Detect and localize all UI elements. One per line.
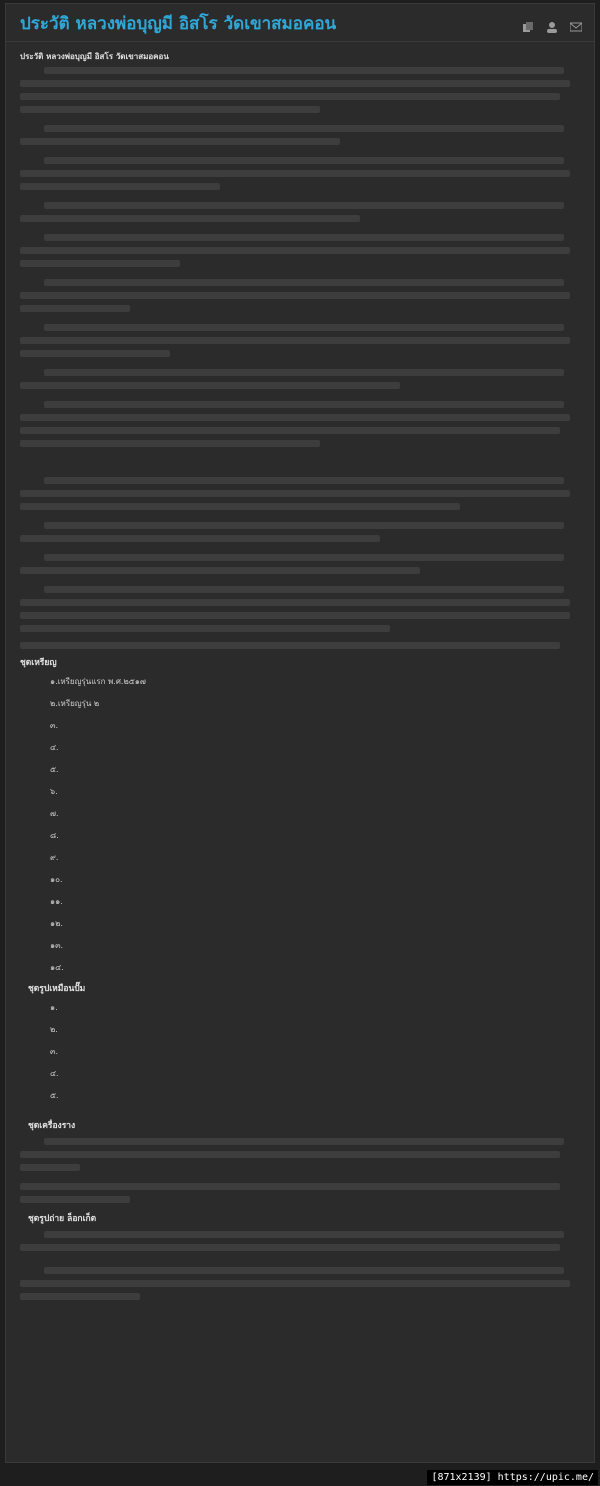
text-line [44,369,564,376]
list-item: ๘. [50,831,59,840]
article-body [6,42,594,1314]
list-item: ๔. [50,743,59,752]
text-line [20,599,570,606]
text-line [20,440,320,447]
mail-icon[interactable] [570,18,582,30]
text-line [20,337,570,344]
text-line [20,535,380,542]
article-page [5,3,595,1463]
text-line [44,1267,564,1274]
text-line [20,1280,570,1287]
text-line [20,305,130,312]
text-line [20,260,180,267]
text-line [44,1231,564,1238]
medals-list [20,675,580,974]
text-line [44,522,564,529]
text-line [20,642,560,649]
text-line [20,1293,140,1300]
text-line [20,350,170,357]
article-header [6,4,594,42]
intro-paragraphs [20,67,580,649]
list-item: ๑๔. [50,963,64,972]
text-line [44,279,564,286]
text-line [44,401,564,408]
section-heading-cast: ชุดรูปเหมือนปั๊ม [28,984,86,994]
text-line [20,1196,130,1203]
text-line [44,67,564,74]
list-item: ๙. [50,853,59,862]
user-icon[interactable] [546,18,558,30]
list-item: ๑๑. [50,897,63,906]
text-line [44,554,564,561]
text-line [44,157,564,164]
text-line [20,215,360,222]
list-item: ๖. [50,787,58,796]
text-line [44,202,564,209]
text-line [20,1183,560,1190]
image-host-watermark: [871x2139] https://upic.me/ [427,1470,598,1485]
list-item: ๓. [50,1047,59,1056]
text-line [44,1138,564,1145]
text-line [20,1151,560,1158]
list-item: ๑๒. [50,919,63,928]
text-line [20,612,570,619]
text-line [20,1164,80,1171]
text-line [20,490,570,497]
list-item: ๒.เหรียญรุ่น ๒ [50,699,100,708]
text-line [44,125,564,132]
copy-icon[interactable] [522,18,534,30]
text-line [20,80,570,87]
text-line [20,106,320,113]
text-line [20,503,460,510]
text-line [20,183,220,190]
section-heading-photo: ชุดรูปถ่าย ล็อกเก็ต [28,1214,97,1224]
list-item: ๑๓. [50,941,64,950]
text-line [44,586,564,593]
text-line [20,93,560,100]
text-line [20,625,390,632]
text-line [20,138,340,145]
list-item: ๕. [50,765,59,774]
list-item: ๑๐. [50,875,63,884]
list-item: ๔. [50,1069,59,1078]
text-line [44,324,564,331]
cast-list [20,1001,580,1102]
text-line [20,427,560,434]
header-actions [522,18,582,30]
list-item: ๑.เหรียญรุ่นแรก พ.ศ.๒๕๑๗ [50,677,146,686]
article-subtitle: ประวัติ หลวงพ่อบุญมี อิสโร วัดเขาสมอคอน [20,52,169,61]
text-line [44,477,564,484]
list-item: ๕. [50,1091,59,1100]
text-line [20,414,570,421]
text-line [44,234,564,241]
text-line [20,170,570,177]
section-heading-talisman: ชุดเครื่องราง [28,1121,76,1131]
page-title: ประวัติ หลวงพ่อบุญมี อิสโร วัดเขาสมอคอน [20,14,337,34]
section-heading-medals: ชุดเหรียญ [20,658,57,668]
text-line [20,247,570,254]
list-item: ๒. [50,1025,58,1034]
text-line [20,567,420,574]
text-line [20,1244,560,1251]
text-line [20,382,400,389]
list-item: ๑. [50,1003,58,1012]
text-line [20,292,570,299]
list-item: ๓. [50,721,59,730]
list-item: ๗. [50,809,59,818]
